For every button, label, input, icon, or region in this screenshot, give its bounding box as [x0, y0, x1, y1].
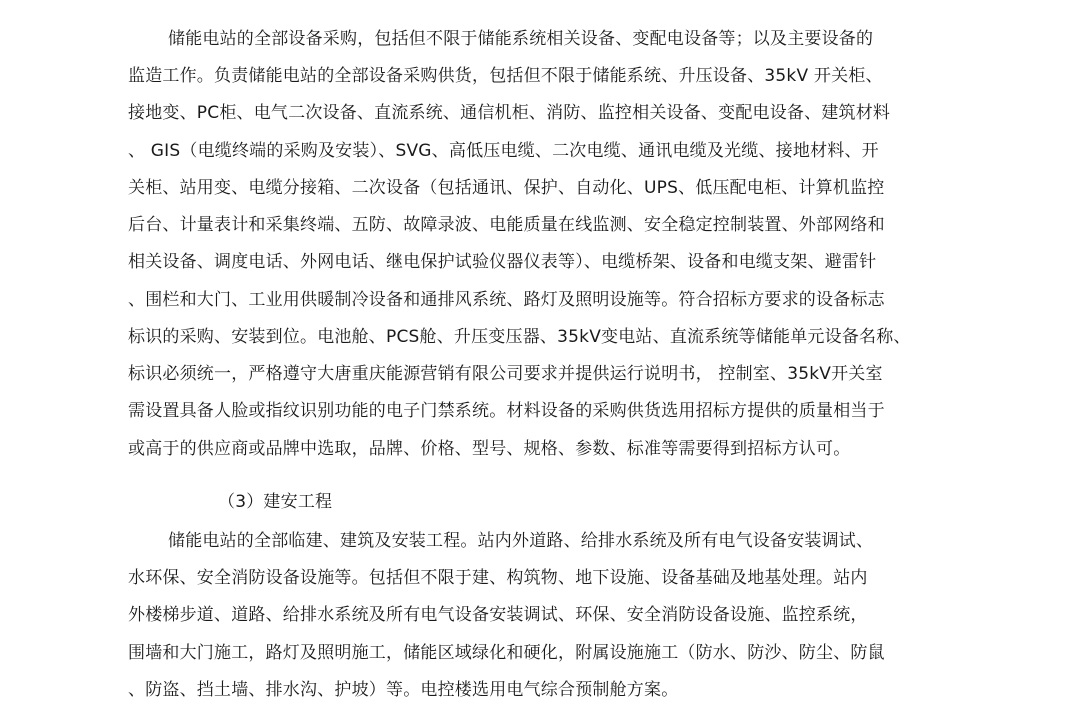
text-line: 关柜、站用变、电缆分接箱、二次设备（包括通讯、保护、自动化、UPS、低压配电柜、计算机监控 — [128, 178, 885, 198]
text-line: 、 GIS（电缆终端的采购及安装）、SVG、高低压电缆、二次电缆、通讯电缆及光缆、接地材料、开 — [128, 141, 879, 161]
text-line: 后台、计量表计和采集终端、五防、故障录波、电能质量在线监测、安全稳定控制装置、外部网络和 — [128, 215, 885, 235]
text-line: 水环保、安全消防设备设施等。包括但不限于建、构筑物、地下设施、设备基础及地基处理。站内 — [128, 568, 868, 588]
text-line: 标识必须统一，严格遵守大唐重庆能源营销有限公司要求并提供运行说明书， 控制室、35kV开关室 — [128, 364, 883, 384]
text-line: 、围栏和大门、工业用供暖制冷设备和通排风系统、路灯及照明设施等。符合招标方要求的设备标志 — [128, 290, 885, 310]
text-line: 接地变、PC柜、电气二次设备、直流系统、通信机柜、消防、监控相关设备、变配电设备、建筑材料 — [128, 103, 891, 123]
text-line: 外楼梯步道、道路、给排水系统及所有电气设备安装调试、环保、安全消防设备设施、监控系统， — [128, 605, 868, 625]
text-line: 、防盗、挡土墙、排水沟、护坡）等。电控楼选用电气综合预制舱方案。 — [128, 680, 679, 700]
text-line: 标识的采购、安装到位。电池舱、PCS舱、升压变压器、35kV变电站、直流系统等储能单元设备名称、 — [128, 327, 911, 347]
text-line: 储能电站的全部设备采购，包括但不限于储能系统相关设备、变配电设备等；以及主要设备的 — [168, 29, 874, 49]
text-line: 围墙和大门施工，路灯及照明施工，储能区域绿化和硬化，附属设施施工（防水、防沙、防尘、防鼠 — [128, 643, 885, 663]
text-line: 或高于的供应商或品牌中选取，品牌、价格、型号、规格、参数、标准等需要得到招标方认可。 — [128, 439, 851, 459]
section-heading: （3）建安工程 — [218, 492, 333, 512]
text-line: 储能电站的全部临建、建筑及安装工程。站内外道路、给排水系统及所有电气设备安装调试、 — [168, 531, 874, 551]
text-line: 监造工作。负责储能电站的全部设备采购供货，包括但不限于储能系统、升压设备、35kV 开关柜、 — [128, 66, 883, 86]
text-line: 相关设备、调度电话、外网电话、继电保护试验仪器仪表等）、电缆桥架、设备和电缆支架、避雷针 — [128, 252, 877, 272]
text-line: 需设置具备人脸或指纹识别功能的电子门禁系统。材料设备的采购供货选用招标方提供的质量相当于 — [128, 401, 885, 421]
